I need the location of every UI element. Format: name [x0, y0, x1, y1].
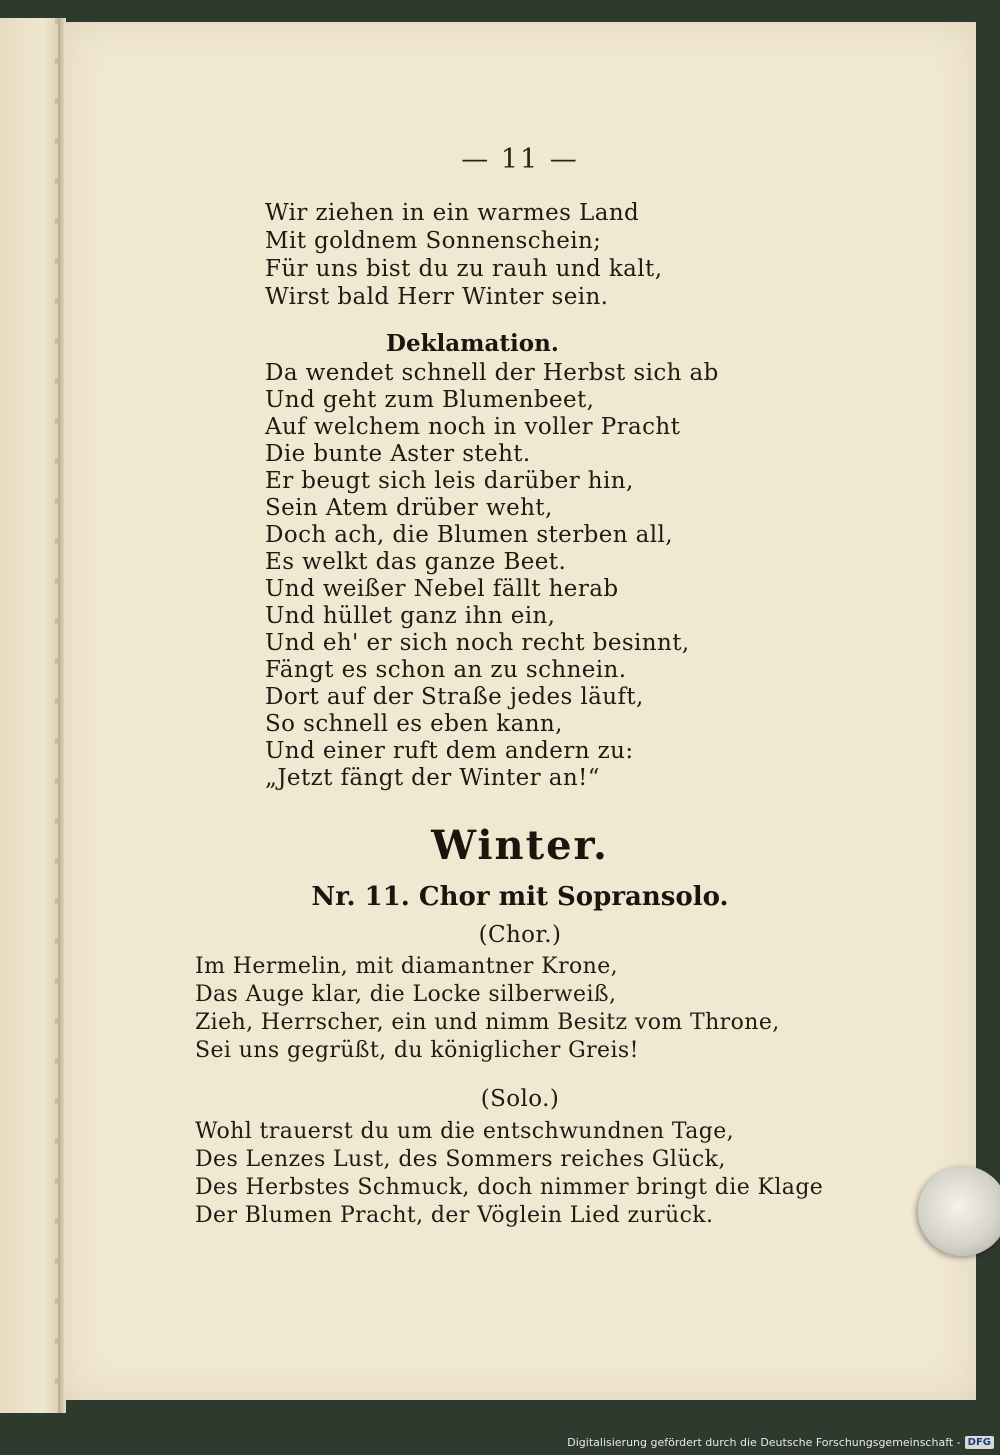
footer-text: Digitalisierung gefördert durch die Deutsche Forschungsgemeinschaft - [567, 1436, 961, 1449]
solo-label: (Solo.) [480, 1086, 560, 1112]
piece-title: Nr. 11. Chor mit Sopransolo. [311, 882, 729, 912]
section-title: Winter. [431, 822, 609, 869]
solo-line: Der Blumen Pracht, der Vöglein Lied zurück. [195, 1203, 714, 1228]
book-page [64, 22, 976, 1400]
declamation-line: Doch ach, die Blumen sterben all, [265, 522, 673, 548]
chor-label: (Chor.) [478, 922, 562, 948]
stanza-line: Wir ziehen in ein warmes Land [265, 200, 640, 226]
stanza-line: Wirst bald Herr Winter sein. [265, 284, 609, 310]
chor-line: Im Hermelin, mit diamantner Krone, [195, 954, 619, 979]
declamation-line: Da wendet schnell der Herbst sich ab [265, 360, 719, 386]
declamation-line: Die bunte Aster steht. [265, 441, 531, 467]
declamation-line: Auf welchem noch in voller Pracht [265, 414, 681, 440]
chor-line: Zieh, Herrscher, ein und nimm Besitz vom Throne, [195, 1010, 780, 1035]
declamation-line: Er beugt sich leis darüber hin, [265, 468, 634, 494]
declamation-line: Und weißer Nebel fällt herab [265, 576, 619, 602]
declamation-line: „Jetzt fängt der Winter an!“ [265, 765, 600, 791]
page-number: — 11 — [461, 144, 579, 175]
declamation-line: Und geht zum Blumenbeet, [265, 387, 595, 413]
stanza-line: Für uns bist du zu rauh und kalt, [265, 256, 663, 282]
declamation-line: Sein Atem drüber weht, [265, 495, 553, 521]
declamation-line: Und hüllet ganz ihn ein, [265, 603, 556, 629]
digitization-footer [567, 1436, 994, 1449]
chor-line: Sei uns gegrüßt, du königlicher Greis! [195, 1038, 639, 1063]
dfg-logo-icon: DFG [965, 1436, 994, 1449]
declamation-line: Fängt es schon an zu schnein. [265, 657, 627, 683]
declamation-line: So schnell es eben kann, [265, 711, 563, 737]
declamation-line: Und eh' er sich noch recht besinnt, [265, 630, 690, 656]
declamation-line: Und einer ruft dem andern zu: [265, 738, 634, 764]
declamation-line: Es welkt das ganze Beet. [265, 549, 567, 575]
left-page-edge [0, 18, 62, 1413]
solo-line: Des Lenzes Lust, des Sommers reiches Glück, [195, 1147, 726, 1172]
solo-line: Des Herbstes Schmuck, doch nimmer bringt die Klage [195, 1175, 824, 1200]
solo-line: Wohl trauerst du um die entschwundnen Tage, [195, 1119, 735, 1144]
declamation-line: Dort auf der Straße jedes läuft, [265, 684, 644, 710]
page-holder-clip [918, 1166, 1000, 1256]
declamation-heading: Deklamation. [386, 330, 559, 357]
stanza-line: Mit goldnem Sonnenschein; [265, 228, 602, 254]
chor-line: Das Auge klar, die Locke silberweiß, [195, 982, 617, 1007]
